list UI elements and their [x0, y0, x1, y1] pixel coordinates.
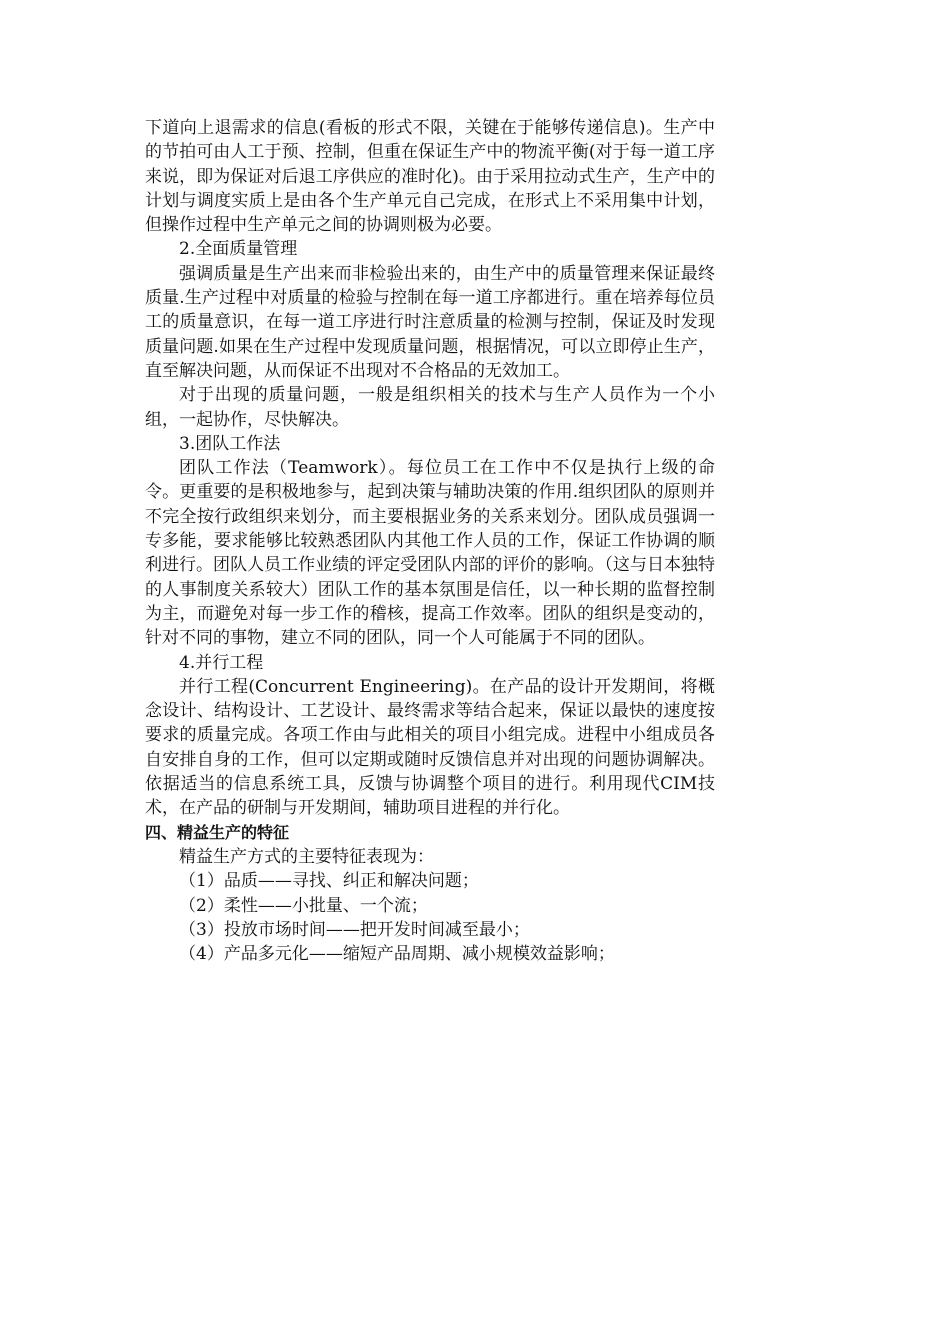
paragraph-concurrent-engineering: 并行工程(Concurrent Engineering)。在产品的设计开发期间，将概念设计、结构设计、工艺设计、最终需求等结合起来，保证以最快的速度按要求的质量完成。各项工作由与此相关的项目小组完成。进程中小组成员各自安排自身的工作，但可以定期或随时反馈信息并对出现的问题协调解决。依据适当的信息系统工具，反馈与协调整个项目的进行。利用现代CIM技术，在产品的研制与开发期间，辅助项目进程的并行化。 — [145, 676, 715, 819]
subheading-teamwork: 3.团队工作法 — [179, 433, 281, 454]
document-page — [145, 116, 715, 966]
paragraph-teamwork: 团队工作法（Teamwork）。每位员工在工作中不仅是执行上级的命令。更重要的是积极地参与，起到决策与辅助决策的作用.组织团队的原则并不完全按行政组织来划分，而主要根据业务的关系来划分。团队成员强调一专多能，要求能够比较熟悉团队内其他工作人员的工作，保证工作协调的顺利进行。团队人员工作业绩的评定受团队内部的评价的影响。（这与日本独特的人事制度关系较大）团队工作的基本氛围是信任，以一种长期的监督控制为主，而避免对每一步工作的稽核，提高工作效率。团队的组织是变动的，针对不同的事物，建立不同的团队，同一个人可能属于不同的团队。 — [145, 458, 715, 649]
paragraph-pull-production: 下道向上退需求的信息(看板的形式不限，关键在于能够传递信息)。生产中的节拍可由人工于预、控制，但重在保证生产中的物流平衡(对于每一道工序来说，即为保证对后退工序供应的准时化)。由于采用拉动式生产，生产中的计划与调度实质上是由各个生产单元自己完成，在形式上不采用集中计划，但操作过程中生产单元之间的协调则极为必要。 — [145, 118, 715, 236]
paragraph-total-quality: 强调质量是生产出来而非检验出来的，由生产中的质量管理来保证最终质量.生产过程中对质量的检验与控制在每一道工序都进行。重在培养每位员工的质量意识，在每一道工序进行时注意质量的检测与控制，保证及时发现质量问题.如果在生产过程中发现质量问题，根据情况，可以立即停止生产，直至解决问题，从而保证不出现对不合格品的无效加工。 — [145, 263, 715, 381]
subheading-concurrent-engineering: 4.并行工程 — [179, 652, 264, 673]
list-item: （3）投放市场时间——把开发时间减至最小； — [179, 919, 530, 940]
paragraph-quality-problems: 对于出现的质量问题，一般是组织相关的技术与生产人员作为一个小组，一起协作，尽快解决。 — [145, 385, 715, 430]
list-item: （2）柔性——小批量、一个流； — [179, 895, 428, 916]
subheading-total-quality: 2.全面质量管理 — [179, 239, 298, 260]
section-heading-lean-features: 四、精益生产的特征 — [145, 822, 290, 842]
paragraph-features-intro: 精益生产方式的主要特征表现为： — [179, 846, 434, 867]
list-item: （1）品质——寻找、纠正和解决问题； — [179, 871, 479, 892]
list-item: （4）产品多元化——缩短产品周期、减小规模效益影响； — [179, 944, 615, 965]
